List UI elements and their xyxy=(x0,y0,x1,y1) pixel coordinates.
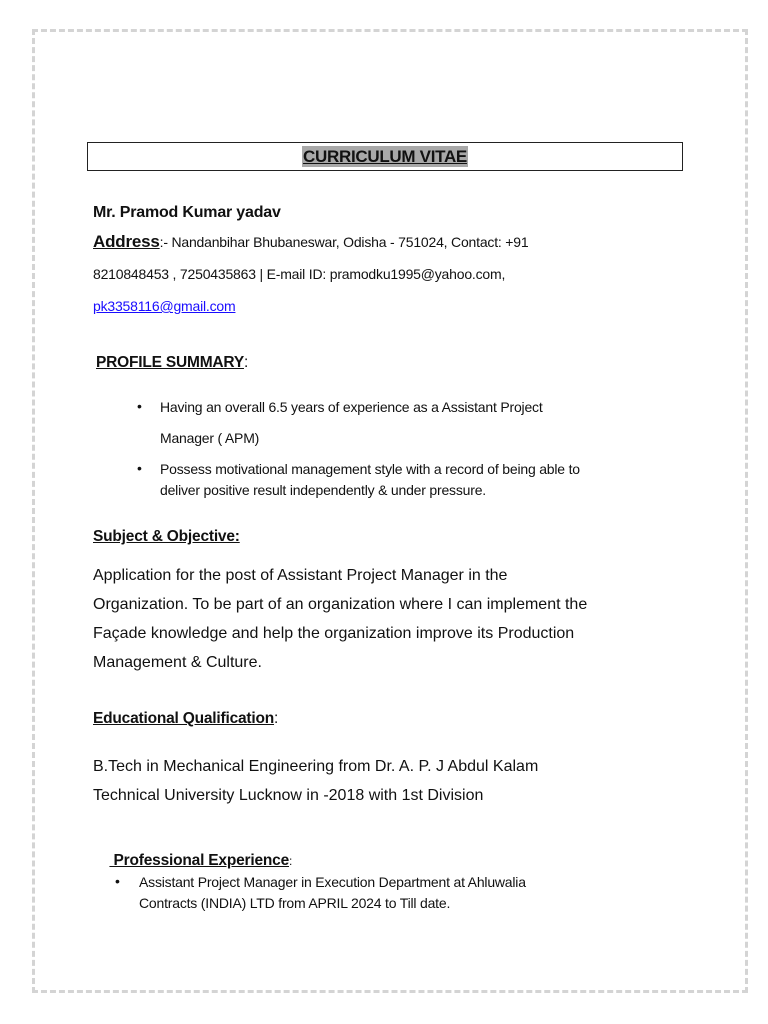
address-label: Address xyxy=(93,232,160,251)
gmail-link[interactable]: pk3358116@gmail.com xyxy=(93,298,236,314)
address-line-2: 8210848453 , 7250435863 | E-mail ID: pramodku1995@yahoo.com, xyxy=(93,266,506,282)
subject-heading: Subject & Objective: xyxy=(93,528,240,545)
heading-colon: : xyxy=(243,354,249,371)
bullet-icon: • xyxy=(115,873,120,889)
profile-item-1-line-1: Having an overall 6.5 years of experience as a Assistant Project xyxy=(160,399,543,415)
subject-line-4: Management & Culture. xyxy=(93,654,262,671)
experience-item-1-line-1: Assistant Project Manager in Execution Department at Ahluwalia xyxy=(139,874,526,890)
document-title: CURRICULUM VITAE xyxy=(303,147,467,166)
profile-item-1-line-2: Manager ( APM) xyxy=(160,430,260,446)
heading-colon: : xyxy=(274,710,279,727)
address-line-1 xyxy=(93,232,528,252)
candidate-name: Mr. Pramod Kumar yadav xyxy=(93,204,281,221)
profile-item-2-line-2: deliver positive result independently & under pressure. xyxy=(160,482,486,498)
address-label-suffix: :- xyxy=(159,234,168,250)
title-box xyxy=(87,142,683,171)
education-line-1: B.Tech in Mechanical Engineering from Dr. A. P. J Abdul Kalam xyxy=(93,758,539,775)
subject-line-2: Organization. To be part of an organization where I can implement the xyxy=(93,596,588,613)
profile-summary-title: PROFILE SUMMARY xyxy=(96,354,244,371)
subject-line-3: Façade knowledge and help the organization improve its Production xyxy=(93,625,575,642)
education-heading xyxy=(93,710,278,728)
education-line-2: Technical University Lucknow in -2018 with 1st Division xyxy=(93,787,484,804)
experience-item-1-line-2: Contracts (INDIA) LTD from APRIL 2024 to Till date. xyxy=(139,895,451,911)
profile-item-2-line-1: Possess motivational management style with a record of being able to xyxy=(160,461,580,477)
heading-colon: : xyxy=(289,854,293,868)
profile-summary-heading xyxy=(96,354,248,372)
subject-line-1: Application for the post of Assistant Project Manager in the xyxy=(93,567,508,584)
experience-title: Professional Experience xyxy=(109,852,289,869)
bullet-icon: • xyxy=(137,460,142,476)
bullet-icon: • xyxy=(137,398,142,414)
education-title: Educational Qualification xyxy=(93,710,275,727)
address-text: Nandanbihar Bhubaneswar, Odisha - 751024, Contact: +91 xyxy=(167,234,529,250)
